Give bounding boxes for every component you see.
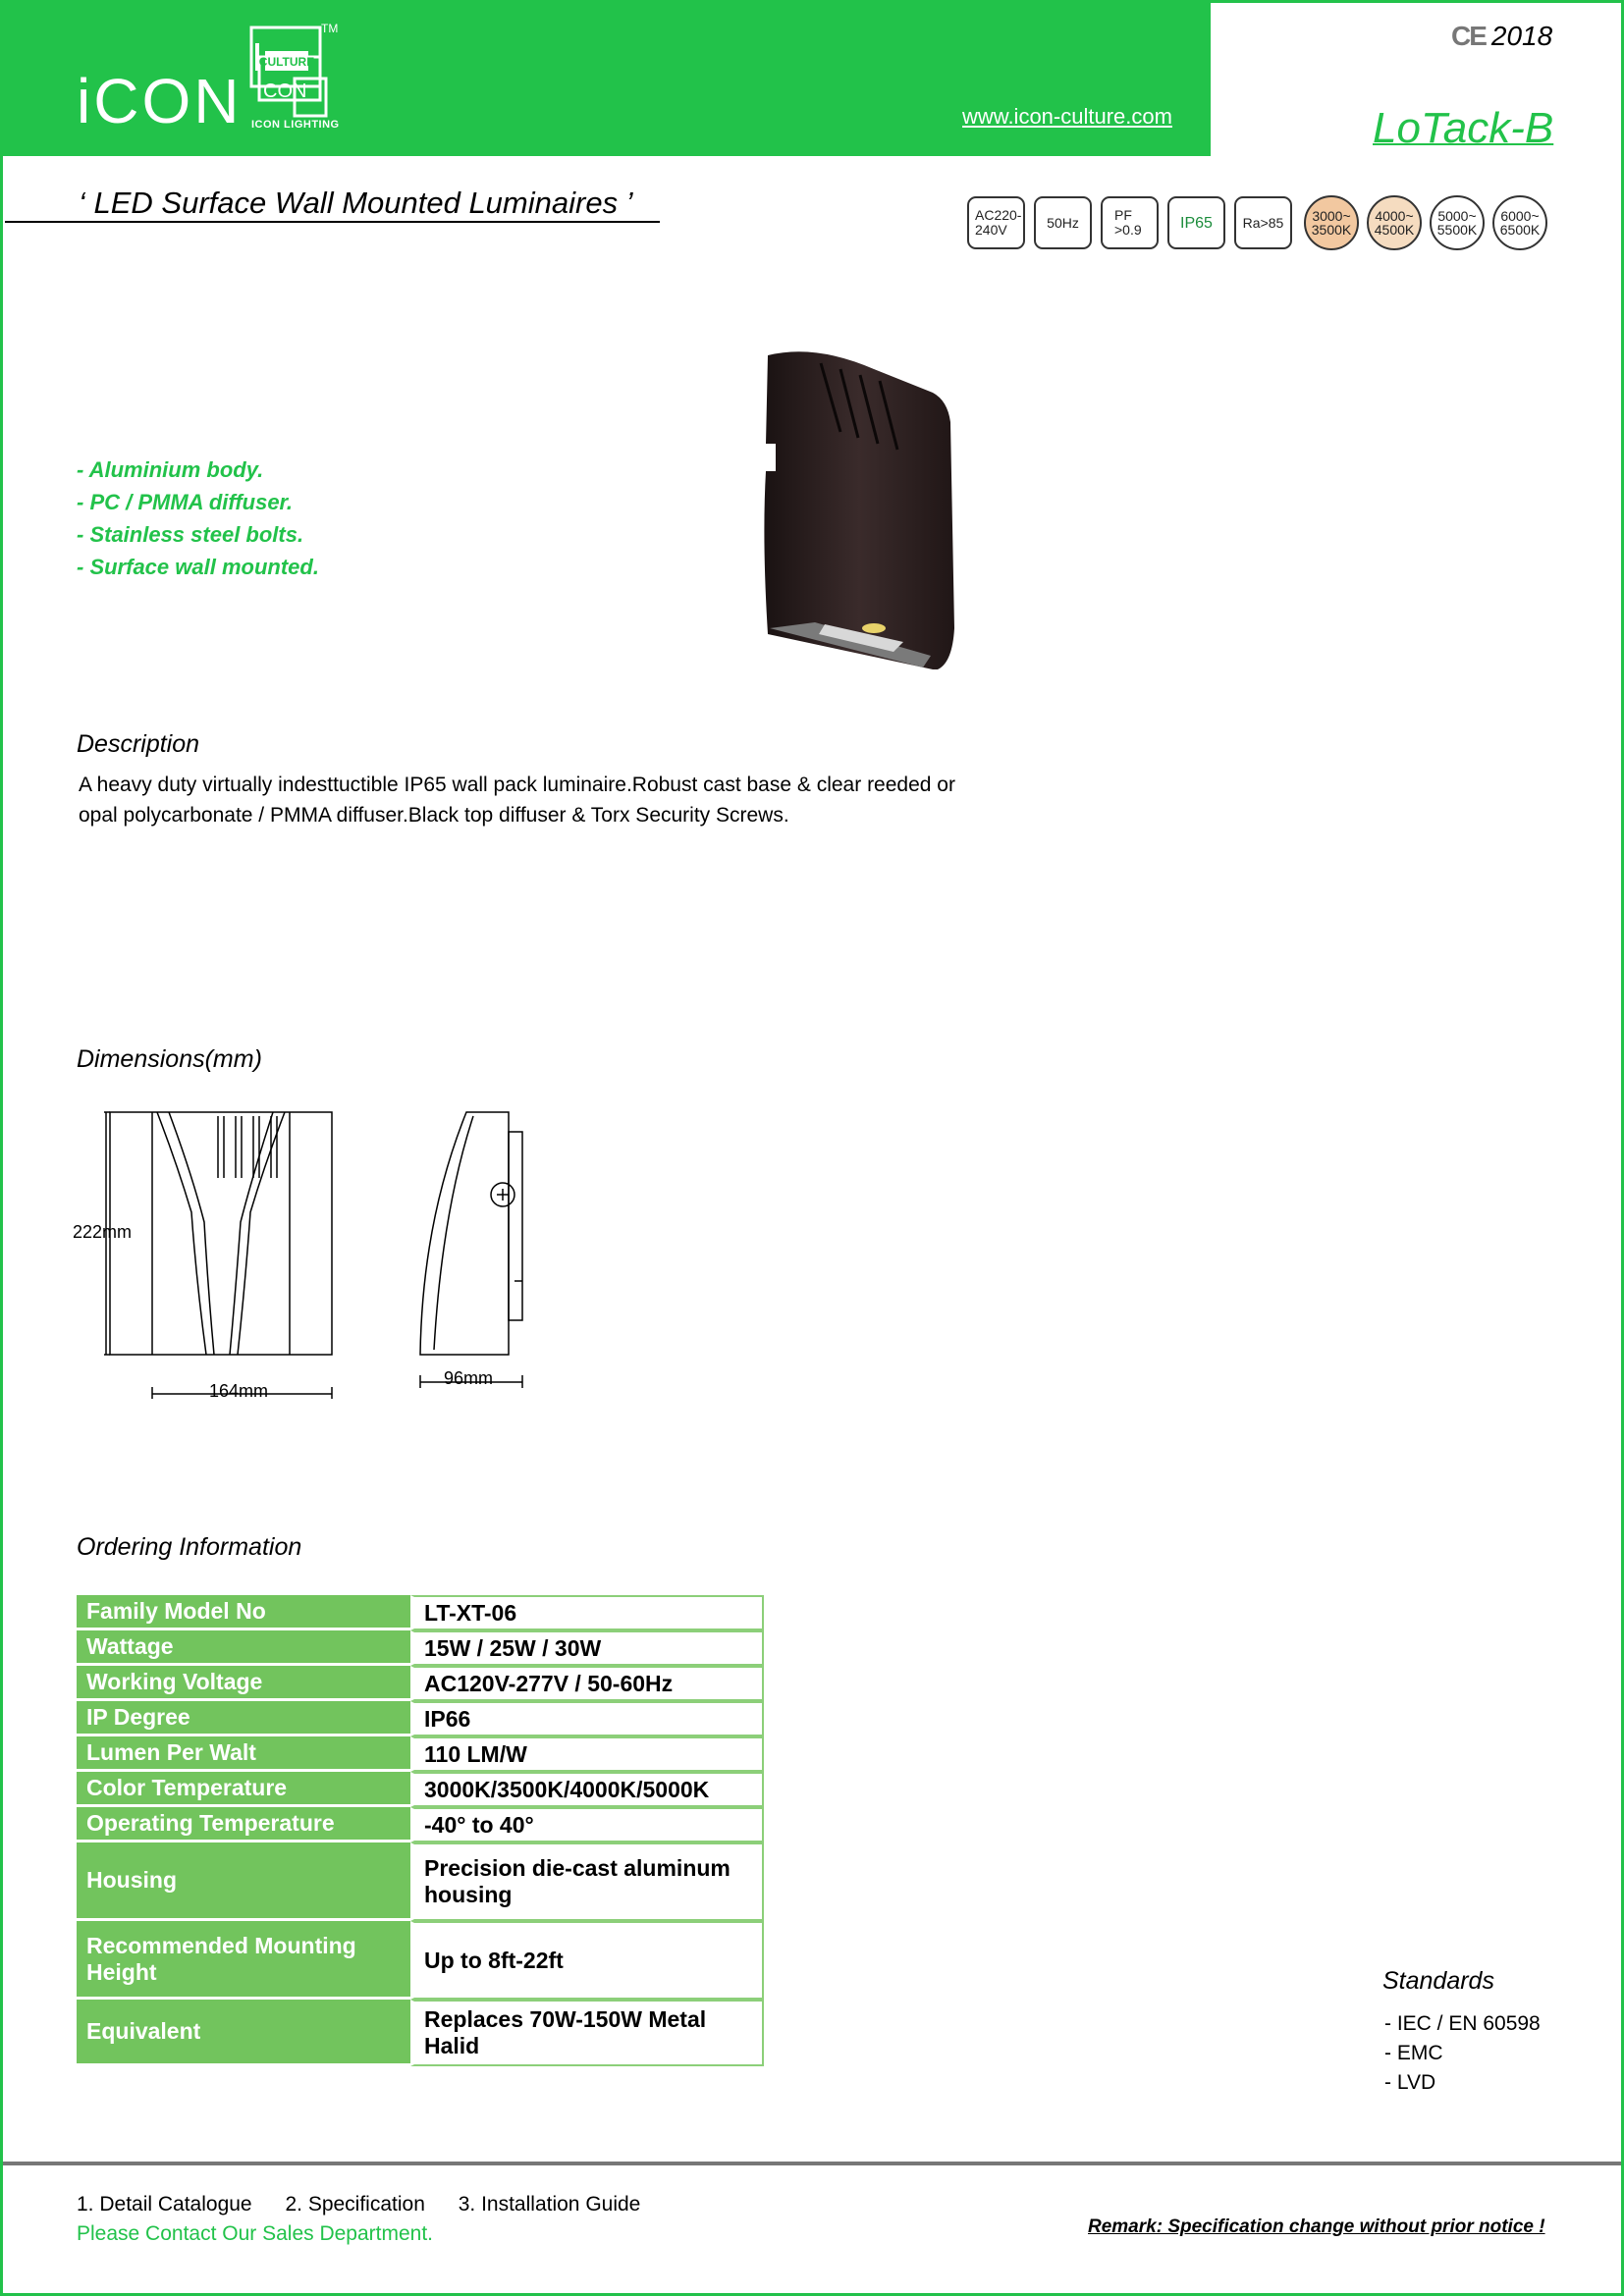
badge-cct-5000: 5000~ 5500K: [1430, 195, 1485, 250]
title-underline: [5, 221, 660, 223]
model-name: LoTack-B: [1373, 104, 1554, 152]
badge-voltage: AC220- 240V: [967, 196, 1025, 249]
feature-item: - PC / PMMA diffuser.: [77, 490, 294, 514]
table-row: [77, 1807, 764, 1842]
footer-link-specification[interactable]: 2. Specification: [285, 2193, 425, 2216]
table-row: [77, 1736, 764, 1772]
row-value: LT-XT-06: [410, 1595, 764, 1630]
ordering-table: [77, 1595, 764, 2066]
ce-mark-icon: CE: [1451, 21, 1486, 51]
badge-cct-4000: 4000~ 4500K: [1367, 195, 1422, 250]
table-row: [77, 1921, 764, 2000]
footer-links: [77, 2193, 668, 2216]
side-view-drawing: [412, 1104, 530, 1399]
badge-cct-3000: 3000~ 3500K: [1304, 195, 1359, 250]
standards-item: - LVD: [1384, 2071, 1436, 2094]
row-value: AC120V-277V / 50-60Hz: [410, 1666, 764, 1701]
dimensions-title: Dimensions(mm): [77, 1045, 262, 1073]
table-row: [77, 1666, 764, 1701]
year: 2018: [1490, 21, 1553, 51]
row-key: Housing: [77, 1842, 410, 1921]
row-value: -40° to 40°: [410, 1807, 764, 1842]
row-key: Color Temperature: [77, 1772, 410, 1807]
description-text: A heavy duty virtually indesttuctible IP65 wall pack luminaire.Robust cast base & clear reeded or opal polycarbonate / PMMA diffuser.Black top diffuser & Torx Security Screws.: [79, 774, 955, 827]
row-value: IP66: [410, 1701, 764, 1736]
footer-divider: [3, 2162, 1621, 2165]
badge-ip-rating: IP65: [1167, 196, 1225, 249]
badge-cct-6000: 6000~ 6500K: [1492, 195, 1547, 250]
badge-frequency: 50Hz: [1034, 196, 1092, 249]
page-title: ‘ LED Surface Wall Mounted Luminaires ’: [79, 186, 633, 220]
logo-box-label: CULTURE: [258, 55, 315, 69]
ordering-title: Ordering Information: [77, 1533, 302, 1561]
logo-box-label2: CON: [263, 80, 307, 102]
footer-link-installation[interactable]: 3. Installation Guide: [458, 2193, 641, 2216]
row-value: 15W / 25W / 30W: [410, 1630, 764, 1666]
description-title: Description: [77, 730, 200, 758]
row-key: Equivalent: [77, 2000, 410, 2066]
dimension-depth-label: 96mm: [444, 1368, 494, 1388]
row-key: Wattage: [77, 1630, 410, 1666]
row-key: Lumen Per Walt: [77, 1736, 410, 1772]
feature-item: - Aluminium body.: [77, 457, 264, 482]
table-row: [77, 1630, 764, 1666]
row-key: Recommended Mounting Height: [77, 1921, 410, 2000]
table-row: [77, 1701, 764, 1736]
trademark: TM: [321, 22, 339, 35]
product-photo: [756, 344, 972, 677]
standards-item: - IEC / EN 60598: [1384, 2012, 1541, 2035]
dimension-width-label: 164mm: [209, 1381, 269, 1401]
row-value: Replaces 70W-150W Metal Halid: [410, 2000, 764, 2066]
row-key: Operating Temperature: [77, 1807, 410, 1842]
row-key: Family Model No: [77, 1595, 410, 1630]
row-value: Precision die-cast aluminum housing: [410, 1842, 764, 1921]
table-row: [77, 1772, 764, 1807]
row-value: 3000K/3500K/4000K/5000K: [410, 1772, 764, 1807]
feature-item: - Stainless steel bolts.: [77, 522, 304, 547]
table-row: [77, 1595, 764, 1630]
logo-mark-icon: [245, 24, 344, 122]
badge-cri: Ra>85: [1234, 196, 1292, 249]
badge-power-factor: PF >0.9: [1101, 196, 1159, 249]
standards-title: Standards: [1382, 1967, 1494, 1995]
ce-year: [1451, 21, 1552, 52]
table-row: [77, 1842, 764, 1921]
row-value: 110 LM/W: [410, 1736, 764, 1772]
row-value: Up to 8ft-22ft: [410, 1921, 764, 2000]
brand-wordmark: iCON: [77, 66, 243, 136]
row-key: Working Voltage: [77, 1666, 410, 1701]
row-key: IP Degree: [77, 1701, 410, 1736]
table-row: [77, 2000, 764, 2066]
contact-note: Please Contact Our Sales Department.: [77, 2222, 434, 2245]
standards-item: - EMC: [1384, 2042, 1443, 2064]
feature-item: - Surface wall mounted.: [77, 555, 319, 579]
footer-link-catalogue[interactable]: 1. Detail Catalogue: [77, 2193, 252, 2216]
website-link[interactable]: www.icon-culture.com: [962, 104, 1172, 129]
remark-note: Remark: Specification change without prior notice !: [1088, 2216, 1545, 2237]
logo-tagline: ICON LIGHTING: [251, 119, 340, 131]
front-view-drawing: [98, 1104, 344, 1409]
dimension-height-label: 222mm: [73, 1222, 133, 1242]
